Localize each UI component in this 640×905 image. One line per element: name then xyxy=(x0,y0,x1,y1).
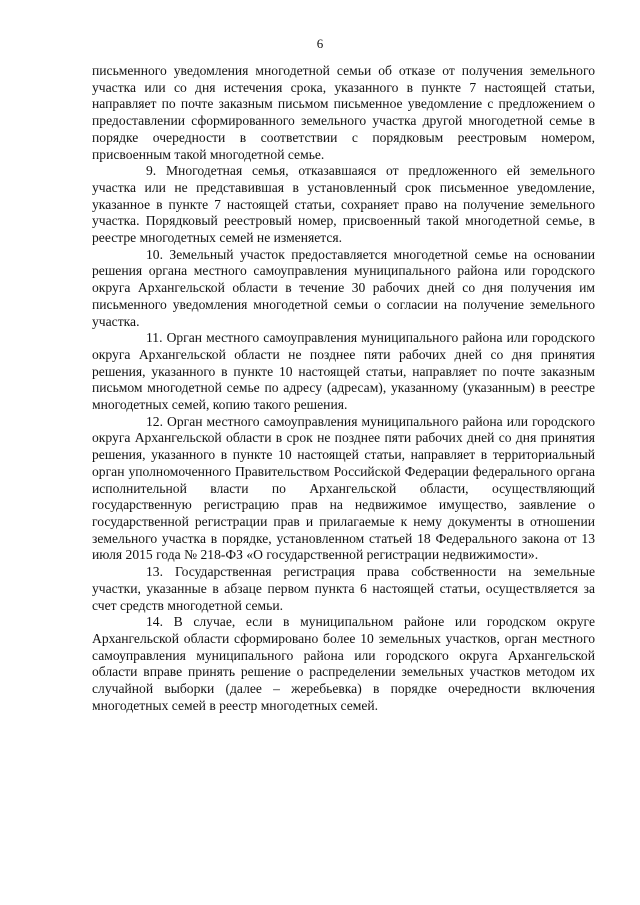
paragraph-item-13: 13. Государственная регистрация права собственности на земельные участки, указанные в абзаце первом пункта 6 настоящей статьи, осуществляется за счет средств многодетной семьи. xyxy=(92,564,595,613)
paragraph-item-10: 10. Земельный участок предоставляется многодетной семье на основании решения органа местного самоуправления муниципального района или городского округа Архангельской области в течение 30 рабочих дней со дня получения им письменного уведомления многодетной семьи о согласии на получение земельного участка. xyxy=(92,246,595,329)
paragraph-item-12: 12. Орган местного самоуправления муниципального района или городского округа Архангельской области в срок не позднее пяти рабочих дней со дня принятия решения, указанного в пункте 10 настоящей статьи, направляет в территориальный орган уполномоченного Правительством Российской Федерации федерального органа исполнительной власти по Архангельской области, осуществляющий государственную регистрацию прав на недвижимое имущество, заявление о государственной регистрации прав и прилагаемые к нему документы в отношении земельного участка в порядке, установленном статьей 18 Федерального закона от 13 июля 2015 года № 218-ФЗ «О государственной регистрации недвижимости». xyxy=(92,413,595,563)
paragraph-item-11: 11. Орган местного самоуправления муниципального района или городского округа Архангельской области не позднее пяти рабочих дней со дня принятия решения, указанного в пункте 10 настоящей статьи, направляет по почте заказным письмом многодетной семье по адресу (адресам), указанному (указанным) в реестре многодетных семей, копию такого решения. xyxy=(92,330,595,413)
document-body xyxy=(92,63,595,714)
paragraph-item-9: 9. Многодетная семья, отказавшаяся от предложенного ей земельного участка или не представившая в установленный срок письменное уведомление, указанное в пункте 7 настоящей статьи, сохраняет право на получение земельного участка. Порядковый реестровый номер, присвоенный такой многодетной семье, в реестре многодетных семей не изменяется. xyxy=(92,163,595,246)
paragraph-continuation: письменного уведомления многодетной семьи об отказе от получения земельного участка или со дня истечения срока, указанного в пункте 7 настоящей статьи, направляет по почте заказным письмом письменное уведомление с предложением о предоставлении сформированного земельного участка другой многодетной семье в порядке очередности в соответствии с порядковым реестровым номером, присвоенным такой многодетной семье. xyxy=(92,63,595,162)
page-number: 6 xyxy=(316,36,324,51)
paragraph-item-14: 14. В случае, если в муниципальном районе или городском округе Архангельской области сформировано более 10 земельных участков, орган местного самоуправления муниципального района или городского округа Архангельской области вправе принять решение о распределении земельных участков методом их случайной выборки (далее – жеребьевка) в порядке очередности включения многодетных семей в реестр многодетных семей. xyxy=(92,614,595,713)
